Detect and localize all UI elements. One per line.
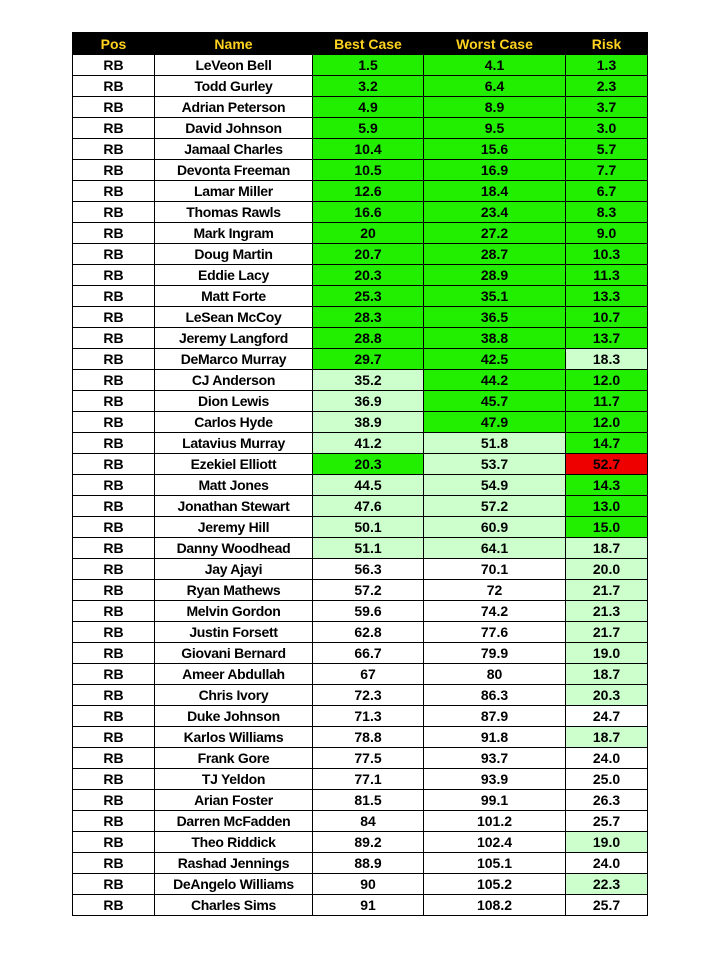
worst-case-cell: 80: [424, 664, 566, 685]
worst-case-cell: 93.7: [424, 748, 566, 769]
worst-case-cell: 57.2: [424, 496, 566, 517]
player-name-cell: Ryan Mathews: [155, 580, 313, 601]
player-name-cell: Matt Jones: [155, 475, 313, 496]
player-name-cell: Mark Ingram: [155, 223, 313, 244]
table-row: [73, 727, 648, 748]
table-row: [73, 664, 648, 685]
risk-cell: 18.7: [566, 538, 648, 559]
table-row: [73, 307, 648, 328]
player-name-cell: Chris Ivory: [155, 685, 313, 706]
risk-cell: 13.7: [566, 328, 648, 349]
player-name-cell: Danny Woodhead: [155, 538, 313, 559]
pos-cell: RB: [73, 811, 155, 832]
table-row: [73, 370, 648, 391]
table-row: [73, 895, 648, 916]
header-best-case: Best Case: [313, 33, 424, 55]
best-case-cell: 4.9: [313, 97, 424, 118]
best-case-cell: 90: [313, 874, 424, 895]
risk-cell: 12.0: [566, 412, 648, 433]
pos-cell: RB: [73, 244, 155, 265]
risk-cell: 19.0: [566, 643, 648, 664]
pos-cell: RB: [73, 853, 155, 874]
player-name-cell: Adrian Peterson: [155, 97, 313, 118]
risk-cell: 24.7: [566, 706, 648, 727]
worst-case-cell: 54.9: [424, 475, 566, 496]
table-row: [73, 265, 648, 286]
pos-cell: RB: [73, 454, 155, 475]
best-case-cell: 72.3: [313, 685, 424, 706]
table-row: [73, 517, 648, 538]
player-name-cell: Dion Lewis: [155, 391, 313, 412]
table-row: [73, 475, 648, 496]
player-name-cell: Jay Ajayi: [155, 559, 313, 580]
worst-case-cell: 87.9: [424, 706, 566, 727]
player-name-cell: Ezekiel Elliott: [155, 454, 313, 475]
player-name-cell: Todd Gurley: [155, 76, 313, 97]
best-case-cell: 20: [313, 223, 424, 244]
worst-case-cell: 60.9: [424, 517, 566, 538]
risk-cell: 18.7: [566, 727, 648, 748]
best-case-cell: 12.6: [313, 181, 424, 202]
best-case-cell: 20.7: [313, 244, 424, 265]
risk-cell: 15.0: [566, 517, 648, 538]
table-row: [73, 55, 648, 76]
worst-case-cell: 38.8: [424, 328, 566, 349]
worst-case-cell: 93.9: [424, 769, 566, 790]
best-case-cell: 28.8: [313, 328, 424, 349]
pos-cell: RB: [73, 559, 155, 580]
best-case-cell: 44.5: [313, 475, 424, 496]
pos-cell: RB: [73, 685, 155, 706]
best-case-cell: 77.1: [313, 769, 424, 790]
worst-case-cell: 64.1: [424, 538, 566, 559]
risk-cell: 11.7: [566, 391, 648, 412]
risk-cell: 6.7: [566, 181, 648, 202]
worst-case-cell: 4.1: [424, 55, 566, 76]
player-name-cell: Latavius Murray: [155, 433, 313, 454]
player-name-cell: Theo Riddick: [155, 832, 313, 853]
best-case-cell: 36.9: [313, 391, 424, 412]
worst-case-cell: 101.2: [424, 811, 566, 832]
risk-cell: 18.3: [566, 349, 648, 370]
risk-cell: 18.7: [566, 664, 648, 685]
player-name-cell: DeMarco Murray: [155, 349, 313, 370]
table-row: [73, 391, 648, 412]
best-case-cell: 66.7: [313, 643, 424, 664]
pos-cell: RB: [73, 76, 155, 97]
worst-case-cell: 86.3: [424, 685, 566, 706]
best-case-cell: 41.2: [313, 433, 424, 454]
pos-cell: RB: [73, 433, 155, 454]
worst-case-cell: 79.9: [424, 643, 566, 664]
worst-case-cell: 44.2: [424, 370, 566, 391]
best-case-cell: 62.8: [313, 622, 424, 643]
table-row: [73, 706, 648, 727]
player-name-cell: LeVeon Bell: [155, 55, 313, 76]
pos-cell: RB: [73, 790, 155, 811]
risk-cell: 2.3: [566, 76, 648, 97]
table-row: [73, 328, 648, 349]
table-row: [73, 412, 648, 433]
pos-cell: RB: [73, 475, 155, 496]
pos-cell: RB: [73, 118, 155, 139]
table-row: [73, 559, 648, 580]
risk-cell: 25.0: [566, 769, 648, 790]
header-row: [73, 33, 648, 55]
worst-case-cell: 99.1: [424, 790, 566, 811]
risk-cell: 13.0: [566, 496, 648, 517]
pos-cell: RB: [73, 139, 155, 160]
player-name-cell: Duke Johnson: [155, 706, 313, 727]
table-row: [73, 118, 648, 139]
risk-cell: 3.7: [566, 97, 648, 118]
player-name-cell: Arian Foster: [155, 790, 313, 811]
pos-cell: RB: [73, 769, 155, 790]
risk-cell: 14.7: [566, 433, 648, 454]
risk-cell: 21.7: [566, 580, 648, 601]
header-risk: Risk: [566, 33, 648, 55]
pos-cell: RB: [73, 160, 155, 181]
player-name-cell: Justin Forsett: [155, 622, 313, 643]
table-row: [73, 160, 648, 181]
player-name-cell: Thomas Rawls: [155, 202, 313, 223]
table-row: [73, 244, 648, 265]
best-case-cell: 88.9: [313, 853, 424, 874]
risk-cell: 11.3: [566, 265, 648, 286]
pos-cell: RB: [73, 643, 155, 664]
worst-case-cell: 6.4: [424, 76, 566, 97]
player-name-cell: Ameer Abdullah: [155, 664, 313, 685]
worst-case-cell: 74.2: [424, 601, 566, 622]
worst-case-cell: 28.9: [424, 265, 566, 286]
risk-cell: 26.3: [566, 790, 648, 811]
risk-cell: 24.0: [566, 853, 648, 874]
worst-case-cell: 28.7: [424, 244, 566, 265]
player-name-cell: TJ Yeldon: [155, 769, 313, 790]
best-case-cell: 47.6: [313, 496, 424, 517]
player-name-cell: DeAngelo Williams: [155, 874, 313, 895]
table-row: [73, 601, 648, 622]
worst-case-cell: 8.9: [424, 97, 566, 118]
table-row: [73, 622, 648, 643]
player-name-cell: Frank Gore: [155, 748, 313, 769]
pos-cell: RB: [73, 727, 155, 748]
player-name-cell: Melvin Gordon: [155, 601, 313, 622]
worst-case-cell: 105.2: [424, 874, 566, 895]
player-name-cell: Jeremy Hill: [155, 517, 313, 538]
best-case-cell: 89.2: [313, 832, 424, 853]
risk-cell: 12.0: [566, 370, 648, 391]
pos-cell: RB: [73, 895, 155, 916]
pos-cell: RB: [73, 832, 155, 853]
worst-case-cell: 47.9: [424, 412, 566, 433]
worst-case-cell: 9.5: [424, 118, 566, 139]
risk-cell: 9.0: [566, 223, 648, 244]
best-case-cell: 20.3: [313, 454, 424, 475]
rankings-table: [72, 32, 648, 916]
risk-cell: 21.3: [566, 601, 648, 622]
best-case-cell: 20.3: [313, 265, 424, 286]
best-case-cell: 28.3: [313, 307, 424, 328]
pos-cell: RB: [73, 181, 155, 202]
table-row: [73, 433, 648, 454]
player-name-cell: Matt Forte: [155, 286, 313, 307]
table-row: [73, 97, 648, 118]
best-case-cell: 29.7: [313, 349, 424, 370]
table-row: [73, 790, 648, 811]
pos-cell: RB: [73, 286, 155, 307]
risk-cell: 1.3: [566, 55, 648, 76]
best-case-cell: 77.5: [313, 748, 424, 769]
risk-cell: 14.3: [566, 475, 648, 496]
worst-case-cell: 27.2: [424, 223, 566, 244]
worst-case-cell: 70.1: [424, 559, 566, 580]
risk-cell: 10.7: [566, 307, 648, 328]
risk-cell: 22.3: [566, 874, 648, 895]
table-row: [73, 223, 648, 244]
worst-case-cell: 105.1: [424, 853, 566, 874]
table-row: [73, 874, 648, 895]
best-case-cell: 91: [313, 895, 424, 916]
pos-cell: RB: [73, 265, 155, 286]
best-case-cell: 16.6: [313, 202, 424, 223]
best-case-cell: 78.8: [313, 727, 424, 748]
best-case-cell: 38.9: [313, 412, 424, 433]
player-name-cell: Giovani Bernard: [155, 643, 313, 664]
best-case-cell: 57.2: [313, 580, 424, 601]
player-name-cell: Doug Martin: [155, 244, 313, 265]
worst-case-cell: 51.8: [424, 433, 566, 454]
best-case-cell: 50.1: [313, 517, 424, 538]
pos-cell: RB: [73, 328, 155, 349]
player-name-cell: David Johnson: [155, 118, 313, 139]
worst-case-cell: 18.4: [424, 181, 566, 202]
risk-cell: 13.3: [566, 286, 648, 307]
pos-cell: RB: [73, 223, 155, 244]
best-case-cell: 67: [313, 664, 424, 685]
pos-cell: RB: [73, 706, 155, 727]
worst-case-cell: 35.1: [424, 286, 566, 307]
risk-cell: 21.7: [566, 622, 648, 643]
table-row: [73, 286, 648, 307]
pos-cell: RB: [73, 349, 155, 370]
table-row: [73, 748, 648, 769]
table-row: [73, 643, 648, 664]
player-name-cell: LeSean McCoy: [155, 307, 313, 328]
best-case-cell: 3.2: [313, 76, 424, 97]
player-name-cell: Jonathan Stewart: [155, 496, 313, 517]
table-row: [73, 832, 648, 853]
table-row: [73, 181, 648, 202]
table-row: [73, 139, 648, 160]
risk-cell: 10.3: [566, 244, 648, 265]
pos-cell: RB: [73, 307, 155, 328]
best-case-cell: 84: [313, 811, 424, 832]
risk-cell: 52.7: [566, 454, 648, 475]
worst-case-cell: 45.7: [424, 391, 566, 412]
risk-cell: 24.0: [566, 748, 648, 769]
header-name: Name: [155, 33, 313, 55]
player-name-cell: Jeremy Langford: [155, 328, 313, 349]
pos-cell: RB: [73, 97, 155, 118]
pos-cell: RB: [73, 580, 155, 601]
player-name-cell: CJ Anderson: [155, 370, 313, 391]
pos-cell: RB: [73, 748, 155, 769]
player-name-cell: Lamar Miller: [155, 181, 313, 202]
worst-case-cell: 102.4: [424, 832, 566, 853]
pos-cell: RB: [73, 370, 155, 391]
risk-cell: 5.7: [566, 139, 648, 160]
worst-case-cell: 15.6: [424, 139, 566, 160]
table-row: [73, 853, 648, 874]
pos-cell: RB: [73, 412, 155, 433]
table-row: [73, 496, 648, 517]
best-case-cell: 10.5: [313, 160, 424, 181]
player-name-cell: Darren McFadden: [155, 811, 313, 832]
player-name-cell: Jamaal Charles: [155, 139, 313, 160]
pos-cell: RB: [73, 874, 155, 895]
player-name-cell: Charles Sims: [155, 895, 313, 916]
best-case-cell: 59.6: [313, 601, 424, 622]
best-case-cell: 1.5: [313, 55, 424, 76]
pos-cell: RB: [73, 664, 155, 685]
worst-case-cell: 23.4: [424, 202, 566, 223]
worst-case-cell: 91.8: [424, 727, 566, 748]
best-case-cell: 71.3: [313, 706, 424, 727]
header-worst-case: Worst Case: [424, 33, 566, 55]
header-pos: Pos: [73, 33, 155, 55]
player-name-cell: Eddie Lacy: [155, 265, 313, 286]
table-row: [73, 454, 648, 475]
worst-case-cell: 108.2: [424, 895, 566, 916]
best-case-cell: 81.5: [313, 790, 424, 811]
pos-cell: RB: [73, 538, 155, 559]
best-case-cell: 5.9: [313, 118, 424, 139]
risk-cell: 20.3: [566, 685, 648, 706]
pos-cell: RB: [73, 601, 155, 622]
table-row: [73, 580, 648, 601]
worst-case-cell: 77.6: [424, 622, 566, 643]
best-case-cell: 10.4: [313, 139, 424, 160]
best-case-cell: 56.3: [313, 559, 424, 580]
player-name-cell: Carlos Hyde: [155, 412, 313, 433]
risk-cell: 19.0: [566, 832, 648, 853]
risk-cell: 20.0: [566, 559, 648, 580]
pos-cell: RB: [73, 517, 155, 538]
risk-cell: 25.7: [566, 895, 648, 916]
best-case-cell: 51.1: [313, 538, 424, 559]
worst-case-cell: 72: [424, 580, 566, 601]
pos-cell: RB: [73, 202, 155, 223]
pos-cell: RB: [73, 391, 155, 412]
table-row: [73, 769, 648, 790]
table-row: [73, 685, 648, 706]
table-row: [73, 76, 648, 97]
risk-cell: 25.7: [566, 811, 648, 832]
worst-case-cell: 16.9: [424, 160, 566, 181]
best-case-cell: 35.2: [313, 370, 424, 391]
worst-case-cell: 53.7: [424, 454, 566, 475]
risk-cell: 8.3: [566, 202, 648, 223]
player-name-cell: Devonta Freeman: [155, 160, 313, 181]
table-row: [73, 349, 648, 370]
table-row: [73, 538, 648, 559]
worst-case-cell: 42.5: [424, 349, 566, 370]
worst-case-cell: 36.5: [424, 307, 566, 328]
table-row: [73, 811, 648, 832]
pos-cell: RB: [73, 622, 155, 643]
table-body: [73, 55, 648, 916]
risk-cell: 3.0: [566, 118, 648, 139]
risk-cell: 7.7: [566, 160, 648, 181]
best-case-cell: 25.3: [313, 286, 424, 307]
player-name-cell: Karlos Williams: [155, 727, 313, 748]
player-name-cell: Rashad Jennings: [155, 853, 313, 874]
table-row: [73, 202, 648, 223]
pos-cell: RB: [73, 55, 155, 76]
pos-cell: RB: [73, 496, 155, 517]
